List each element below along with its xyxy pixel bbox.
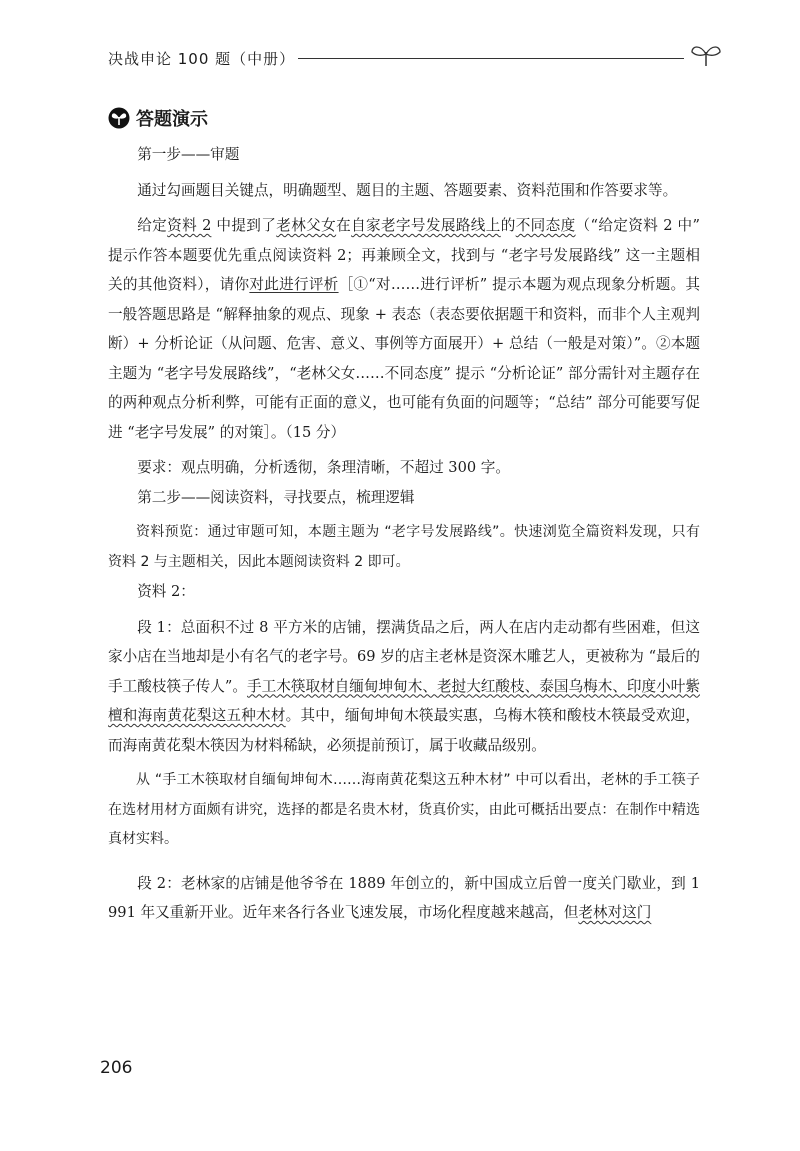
q-text-i: （“给定资料 2 中” 提示作答本题要优先重点阅读资料 2；再兼顾全文，找到与 “老字号发展路线” 这一主题相关的其他资料），请你 — [108, 217, 700, 293]
running-header — [108, 44, 718, 74]
q-mark-evaluate: 对此进行评析 — [249, 276, 339, 293]
analysis-1: 从 “手工木筷取材自缅甸坤甸木……海南黄花梨这五种木材” 中可以看出，老林的手工筷子在选材用材方面颇有讲究，选择的都是名贵木材，货真价实，由此可概括出要点：在制作中精选真材实料。 — [108, 772, 700, 847]
sprout-icon — [688, 42, 724, 68]
page-number: 206 — [100, 1058, 133, 1078]
q-text-e: 在 — [336, 217, 352, 234]
material-label: 资料 2： — [137, 583, 195, 600]
para1-mark-woods: 手工木筷取材自缅甸坤甸木、老挝大红酸枝、泰国乌梅木、印度小叶紫檀和海南黄花梨这五种木材 — [108, 677, 700, 724]
sprout-badge-icon — [108, 107, 130, 129]
q-text-k: ［①“对……进行评析” 提示本题为观点现象分析题。其一般答题思路是 “解释抽象的观点、现象 + 表态（表态要依据题干和资料，而非个人主观判断）+ 分析论证（从问题、危害、意义、事例等方面展开）+ 总结（一般是对策）”。②本题主题为 “老字号发展路线”，“老林父女……不同态度” 提示 “分析论证” 部分需针对主题存在的两种观点分析利弊，可能有正面的意义，也可能有负面的问题等；“总结” 部分可能要写促进 “老字号发展” 的对策］。（15 分） — [108, 276, 701, 441]
q-mark-attitude: 不同态度 — [515, 217, 576, 234]
q-text-a: 给定 — [137, 217, 168, 234]
q-mark-material: 资料 2 — [167, 217, 212, 234]
q-text-c: 中提到了 — [211, 217, 277, 234]
material-para-2 — [108, 869, 700, 928]
section-title: 答题演示 — [136, 109, 208, 130]
para2-text-a: 段 2：老林家的店铺是他爷爷在 1889 年创立的，新中国成立后曾一度关门歇业，到 1991 年又重新开业。近年来各行各业飞速发展，市场化程度越来越高，但 — [108, 874, 700, 921]
page-body — [108, 140, 700, 928]
step1-title: 第一步——审题 — [137, 146, 240, 163]
step2-title: 第二步——阅读资料，寻找要点，梳理逻辑 — [137, 488, 415, 506]
q-mark-lin-father-daughter: 老林父女 — [276, 217, 337, 234]
material-preview: 资料预览：通过审题可知，本题主题为 “老字号发展路线”。快速浏览全篇资料发现，只有资料 2 与主题相关，因此本题阅读资料 2 即可。 — [108, 524, 700, 570]
para1-text-c: 。其中，缅甸坤甸木筷最实惠，乌梅木筷和酸枝木筷最受欢迎，而海南黄花梨木筷因为材料稀缺，必须提前预订，属于收藏品级别。 — [108, 707, 700, 754]
material-para-1 — [108, 613, 700, 761]
question-paragraph — [108, 211, 700, 447]
step1-intro: 通过勾画题目关键点，明确题型、题目的主题、答题要素、资料范围和作答要求等。 — [137, 181, 678, 199]
header-rule — [298, 58, 684, 59]
section-heading — [108, 104, 208, 132]
q-text-g: 的 — [500, 217, 516, 234]
para2-mark-lin: 老林 — [578, 904, 608, 921]
book-title: 决战申论 100 题（中册） — [108, 50, 296, 68]
para1-text-a: 段 1：总面积不过 8 平方米的店铺，摆满货品之后，两人在店内走动都有些困难，但这家小店在当地却是小有名气的老字号。69 岁的店主老林是资深木雕艺人，更被称为 “最后的手工酸枝筷子传人”。 — [108, 618, 700, 695]
q-mark-route: 自家老字号发展路线上 — [351, 217, 501, 234]
para2-text-c: 对这门 — [607, 904, 652, 921]
requirement: 要求：观点明确，分析透彻，条理清晰，不超过 300 字。 — [137, 459, 510, 476]
